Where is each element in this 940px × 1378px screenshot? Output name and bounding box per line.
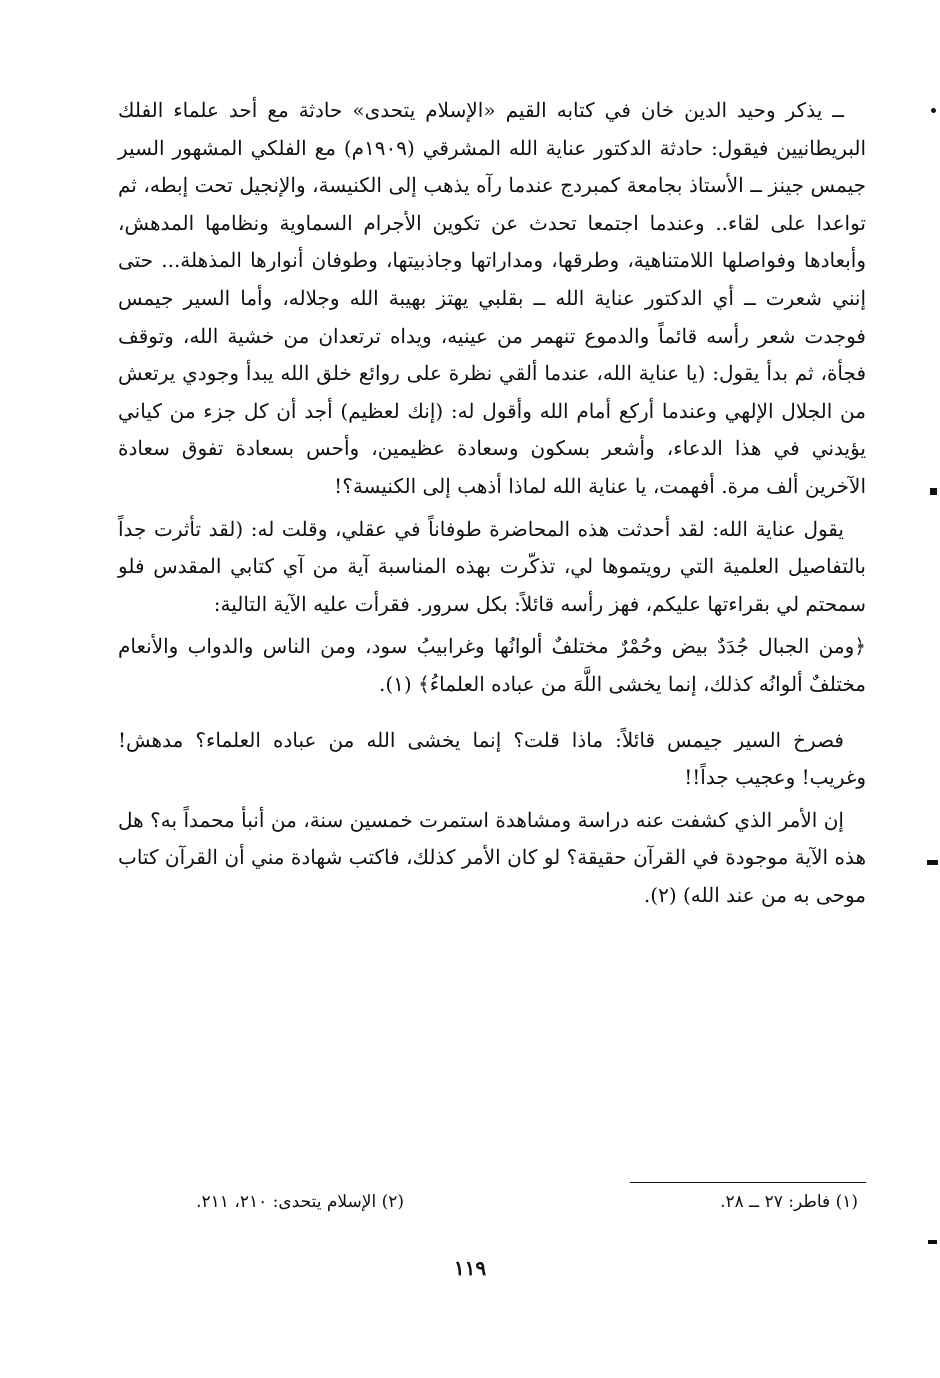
paragraph-3: فصرخ السير جيمس قائلاً: ماذا قلت؟ إنما يخشى الله من عباده العلماء؟ مدهش! وغريب! وعجيب جداً!! bbox=[118, 727, 866, 790]
footnote-2: (٢) الإسلام يتحدى: ٢١٠، ٢١١. bbox=[196, 1192, 404, 1212]
footnote-divider bbox=[630, 1182, 866, 1183]
paragraph-4: إن الأمر الذي كشفت عنه دراسة ومشاهدة استمرت خمسين سنة، من أنبأ محمداً به؟ هل هذه الآية موجودة في القرآن حقيقة؟ لو كان الأمر كذلك، فاكتب شهادة مني أن القرآن كتاب موحى به من عند الله) (٢). bbox=[118, 807, 866, 907]
footnote-1: (١) فاطر: ٢٧ ــ ٢٨. bbox=[720, 1192, 858, 1212]
paragraph-1: ــ يذكر وحيد الدين خان في كتابه القيم «الإسلام يتحدى» حادثة مع أحد علماء الفلك البريطانيين فيقول: حادثة الدكتور عناية الله المشرقي (١٩٠٩م) مع الفلكي المشهور السير جيمس جينز ــ الأستاذ بجامعة كمبردج عندما رآه يذهب إلى الكنيسة، والإنجيل تحت إبطه، ثم تواعدا على لقاء.. وعندما اجتمعا تحدث عن تكوين الأجرام السماوية ونظامها المدهش، وأبعادها وفواصلها اللامتناهية، وطرقها، ومداراتها وجاذبيتها، وطوفان أنوارها المذهلة... حتى إنني شعرت ــ أي الدكتور عناية الله ــ بقلبي يهتز بهيبة الله وجلاله، وأما السير جيمس فوجدت شعر رأسه قائماً والدموع تنهمر من عينيه، ويداه ترتعدان من خشية الله، وتوقف فجأة، ثم بدأ يقول: (يا عناية الله، عندما ألقي نظرة على روائع خلق الله يبدأ وجودي يرتعش من الجلال الإلهي وعندما أركع أمام الله وأقول له: (إنك لعظيم) أجد أن كل جزء من كياني يؤيدني في هذا الدعاء، وأشعر بسكون وسعادة عظيمين، وأحس بسعادة تفوق سعادة الآخرين ألف مرة. أفهمت، يا عناية الله لماذا أذهب إلى الكنيسة؟! bbox=[118, 98, 866, 498]
quran-verse: ﴿ومن الجبال جُدَدٌ بيض وحُمْرٌ مختلفٌ ألوانُها وغرابيبُ سود، ومن الناس والدواب والأنعام مختلفٌ ألوانُه كذلك، إنما يخشى اللَّهَ من عباده العلماءُ﴾ (١). bbox=[118, 634, 866, 696]
page-body bbox=[118, 92, 866, 914]
scan-speck-mark bbox=[927, 860, 938, 865]
scan-speck-mark bbox=[931, 108, 936, 113]
scan-speck-mark bbox=[928, 1240, 937, 1244]
scan-speck-mark bbox=[930, 488, 937, 495]
page-number: ١١٩ bbox=[453, 1256, 487, 1280]
paragraph-2: يقول عناية الله: لقد أحدثت هذه المحاضرة طوفاناً في عقلي، وقلت له: (لقد تأثرت جداً بالتفاصيل العلمية التي رويتموها لي، تذكّرت بهذه المناسبة آية من آي كتابي المقدس فلو سمحتم لي بقراءتها عليكم، فهز رأسه قائلاً: بكل سرور. فقرأت عليه الآية التالية: bbox=[118, 516, 866, 616]
